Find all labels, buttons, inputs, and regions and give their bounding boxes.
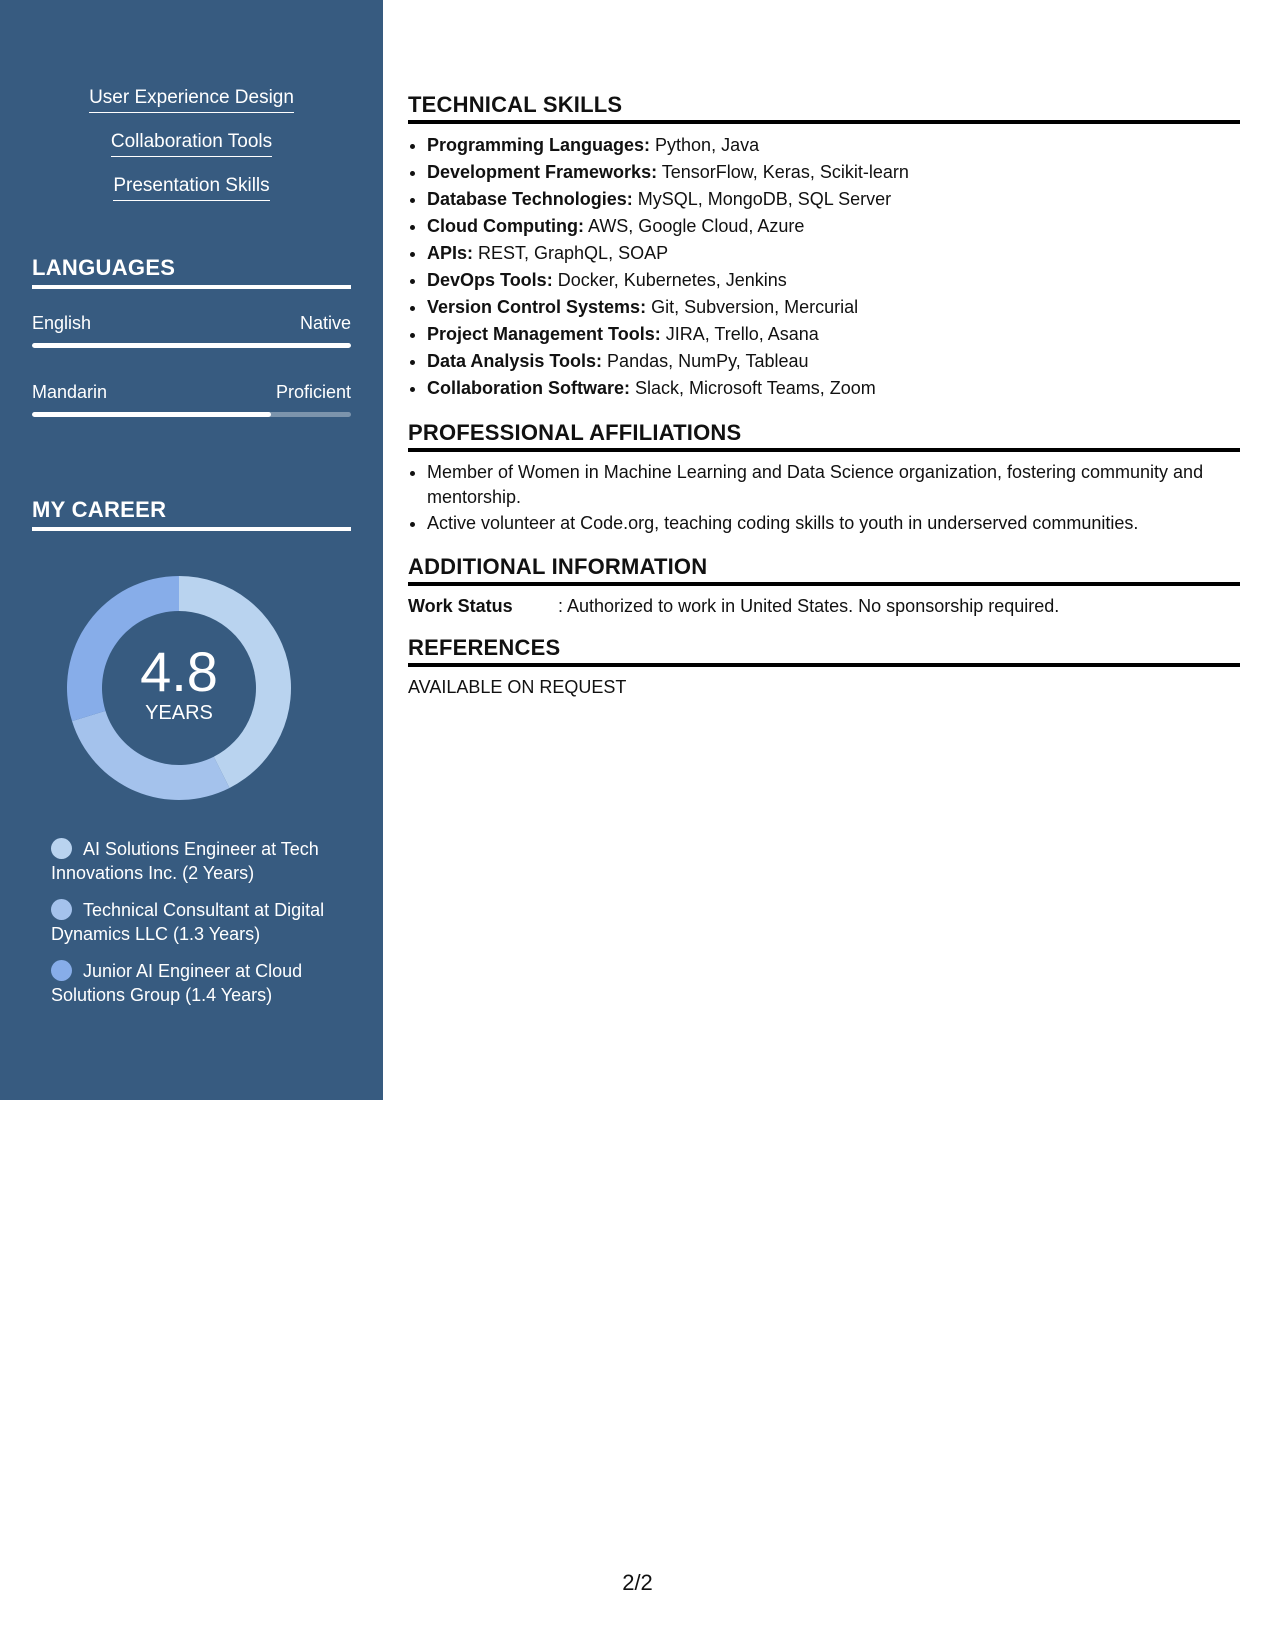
career-donut-chart	[66, 575, 292, 801]
career-total-years: 4.8	[140, 640, 218, 703]
skill-values: Slack, Microsoft Teams, Zoom	[630, 378, 876, 398]
list-item	[427, 240, 1240, 267]
skill-values: Pandas, NumPy, Tableau	[602, 351, 809, 371]
language-row	[32, 382, 351, 403]
list-item	[427, 294, 1240, 321]
career-item-text: AI Solutions Engineer at Tech Innovations Inc. (2 Years)	[51, 839, 319, 883]
affiliations-heading: PROFESSIONAL AFFILIATIONS	[408, 420, 1240, 452]
skills-list	[0, 86, 383, 218]
language-bar-fill	[32, 343, 351, 348]
additional-info-heading: ADDITIONAL INFORMATION	[408, 554, 1240, 586]
skill-link[interactable]: Presentation Skills	[113, 174, 269, 201]
skill-category: Development Frameworks:	[427, 162, 658, 182]
language-level: Proficient	[275, 382, 351, 402]
career-item	[51, 898, 351, 946]
skill-category: Programming Languages:	[427, 135, 651, 155]
career-item	[51, 837, 351, 885]
skill-category: DevOps Tools:	[427, 270, 553, 290]
list-item	[427, 186, 1240, 213]
skill-category: Version Control Systems:	[427, 297, 647, 317]
skill-category: Collaboration Software:	[427, 378, 631, 398]
technical-skills-list	[408, 132, 1240, 402]
skill-link[interactable]: User Experience Design	[89, 86, 294, 113]
skill-values: Python, Java	[650, 135, 760, 155]
career-item-text: Technical Consultant at Digital Dynamics LLC (1.3 Years)	[51, 900, 325, 944]
language-name: English	[32, 313, 92, 333]
work-status-value: : Authorized to work in United States. No sponsorship required.	[558, 596, 1060, 616]
language-bar-fill	[32, 412, 271, 417]
list-item	[427, 267, 1240, 294]
references-heading: REFERENCES	[408, 635, 1240, 667]
main-content	[408, 92, 1240, 699]
list-item	[427, 321, 1240, 348]
skill-values: MySQL, MongoDB, SQL Server	[632, 189, 892, 209]
skill-category: Data Analysis Tools:	[427, 351, 603, 371]
skill-values: Git, Subversion, Mercurial	[646, 297, 859, 317]
career-years-unit: YEARS	[145, 702, 213, 724]
list-item	[427, 348, 1240, 375]
list-item	[427, 132, 1240, 159]
legend-dot-icon	[51, 838, 72, 859]
affiliations-list	[408, 460, 1240, 536]
list-item	[427, 159, 1240, 186]
work-status-row	[408, 594, 1240, 618]
legend-dot-icon	[51, 960, 72, 981]
skill-category: Cloud Computing:	[427, 216, 584, 236]
skill-category: Database Technologies:	[427, 189, 633, 209]
skill-category: APIs:	[427, 243, 474, 263]
donut-center	[66, 575, 292, 801]
career-heading: MY CAREER	[32, 497, 351, 531]
page-number: 2/2	[622, 1570, 653, 1595]
skill-values: JIRA, Trello, Asana	[660, 324, 819, 344]
list-item	[427, 213, 1240, 240]
career-item	[51, 959, 351, 1007]
list-item: • Member of Women in Machine Learning and Data Science organization, fostering community and mentorship.	[427, 460, 1240, 510]
skill-values: AWS, Google Cloud, Azure	[583, 216, 805, 236]
skill-values: TensorFlow, Keras, Scikit-learn	[657, 162, 909, 182]
languages-heading: LANGUAGES	[32, 255, 351, 289]
skill-values: Docker, Kubernetes, Jenkins	[552, 270, 787, 290]
career-list	[51, 837, 351, 1020]
references-text: AVAILABLE ON REQUEST	[408, 677, 627, 697]
career-item-text: Junior AI Engineer at Cloud Solutions Group (1.4 Years)	[51, 961, 303, 1005]
language-name: Mandarin	[32, 382, 108, 402]
sidebar	[0, 0, 383, 1100]
technical-skills-heading: TECHNICAL SKILLS	[408, 92, 1240, 124]
legend-dot-icon	[51, 899, 72, 920]
list-item	[427, 375, 1240, 402]
skill-category: Project Management Tools:	[427, 324, 661, 344]
language-bar	[32, 412, 351, 417]
language-row	[32, 313, 351, 334]
language-bar	[32, 343, 351, 348]
work-status-label: Work Status	[408, 596, 513, 616]
skill-values: REST, GraphQL, SOAP	[473, 243, 669, 263]
language-level: Native	[299, 313, 351, 333]
list-item: • Active volunteer at Code.org, teaching coding skills to youth in underserved communities.	[427, 511, 1240, 536]
skill-link[interactable]: Collaboration Tools	[111, 130, 272, 157]
